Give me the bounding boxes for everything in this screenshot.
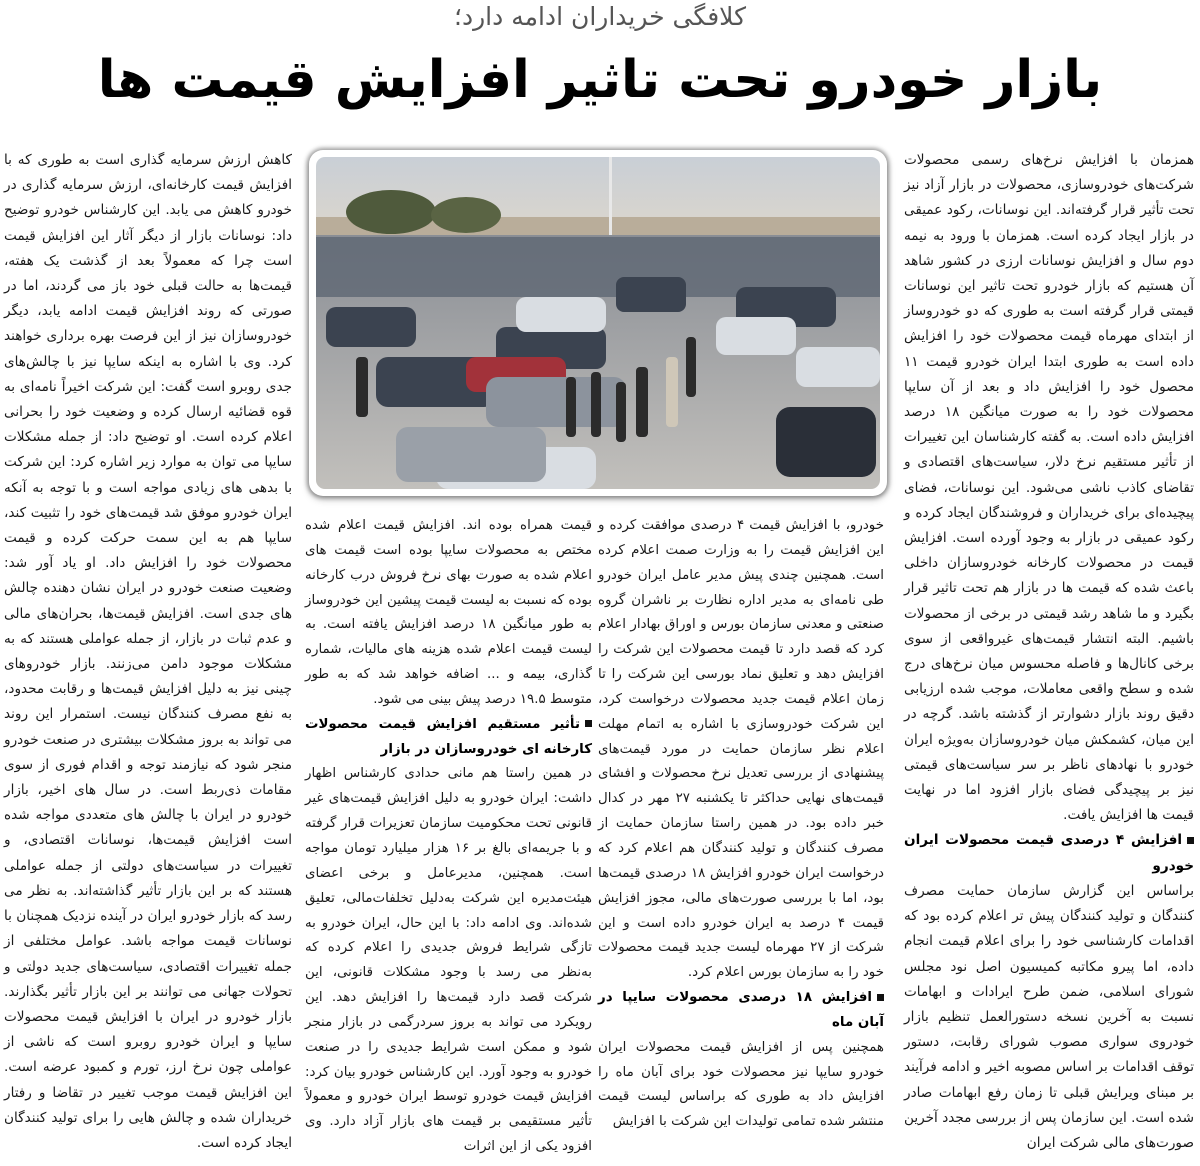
column-2-subheading: [598, 986, 884, 1036]
article-column-3: [305, 514, 592, 1160]
square-bullet-icon: [1187, 837, 1194, 844]
article-column-1: [904, 148, 1194, 1156]
article-kicker: کلافگی خریداران ادامه دارد؛: [454, 2, 746, 31]
column-3-subheading-text: تأثیر مستقیم افزایش قیمت محصولات کارخانه ای خودروسازان در بازار: [305, 716, 592, 757]
column-1-paragraph-1: همزمان با افزایش نرخ‌های رسمی محصولات شرکت‌های خودروسازی، محصولات در بازار آزاد نیز تحت تأثیر قرار گرفته‌اند. این نوسانات، رکود عمیقی در بازار ایجاد کرده است. همزمان با ورود به نیمه دوم سال و افزایش نوسانات ارزی در کشور شاهد آن هستیم که بازار خودرو تحت تاثیر این نوسانات قیمتی قرار گرفته است به طوری که دو خودروساز از ابتدای مهرماه قیمت محصولات خود را افزایش داده است به طوری ابتدا ایران خودرو قیمت ۱۱ محصول خود را افزایش داد و بعد از آن سایپا محصولات خود را به صورت میانگین ۱۸ درصد افزایش داده است. به گفته کارشناسان این تغییرات از تأثیر مستقیم نرخ دلار، سیاست‌های اقتصادی و تقاضای کاذب ناشی می‌شود. این نوسانات، فضای پیچیده‌ای برای خریداران و فروشندگان ایجاد کرده و رکود عمیقی در بازار به وجود آورده است. افزایش قیمت در محصولات کارخانه خودروسازان داخلی باعث شده که قیمت ها در بازار هم تحت تاثیر قرار بگیرد و ما شاهد رشد قیمتی در برخی از محصولات باشیم. البته انتشار قیمت‌های غیرواقعی از سوی برخی کانال‌ها و فاصله محسوس میان نرخ‌های درج شده و سطح واقعی معاملات، موجب شده ارزیابی دقیق روند بازار دشوارتر از گذشته باشد. گرچه در این میان، کشمکش میان خودروسازان به‌ویژه ایران خودرو با نهادهای ناظر بر سر سیاست‌های قیمتی نیز بر پیچیدگی فضای بازار افزود اما در نهایت قیمت ها افزایش یافت.: [904, 152, 1194, 824]
column-2-paragraph-2: همچنین پس از افزایش قیمت محصولات ایران خودرو سایپا نیز محصولات خود برای آبان ماه را افزایش داد به طوری که براساس لیست قیمت منتشر شده تمامی تولیدات این شرکت با افزایش: [598, 1039, 884, 1130]
column-2-paragraph-1: خودرو، با افزایش قیمت ۴ درصدی موافقت کرده و این افزایش قیمت را به وزارت صمت اعلام کرده است. همچنین چندی پیش مدیر عامل ایران خودرو طی نامه‌ای به مدیر اداره نظارت بر ناشران گروه صنعتی و معدنی سازمان بورس و اوراق بهادار اعلام کرد که قصد دارد تا قیمت محصولات این شرکت را افزایش دهد و تعلیق نماد بورسی این شرکت را تا زمان اعلام قیمت جدید محصولات درخواست کرد، این شرکت خودروسازی با اشاره به اتمام مهلت اعلام نظر سازمان حمایت در مورد قیمت‌های پیشنهادی از بررسی تعدیل نرخ محصولات و افشای قیمت‌های نهایی حداکثر تا یکشنبه ۲۷ مهر در کدال خبر داده بود. در همین راستا سازمان حمایت از مصرف کنندگان و تولید کنندگان هم اعلام کرد که درخواست ایران خودرو افزایش ۱۸ درصدی قیمت‌ها بود، اما با بررسی صورت‌های مالی، مجوز افزایش قیمت ۴ درصد به ایران خودرو داده است و این شرکت از ۲۷ مهرماه لیست جدید قیمت محصولات خود را به سازمان بورس اعلام کرد.: [598, 518, 884, 981]
column-1-paragraph-2: براساس این گزارش سازمان حمایت مصرف کنندگان و تولید کنندگان پیش تر اعلام کرده بود که اقدامات کارشناسی خود را برای اعلام قیمت انجام داده، اما پیرو مکاتبه کمیسیون اصل نود مجلس شورای اسلامی، ضمن طرح ایرادات و ابهامات نسبت به آخرین نسخه دستورالعمل تنظیم بازار خودروی سواری مصوب شورای رقابت، دستور توقف اقدامات بر اساس مصوبه اخیر و ادامه فرآیند بر مبنای ویرایش قبلی تا زمان رفع ابهامات صادر شده است. این سازمان پس از بررسی مجدد آخرین صورت‌های مالی شرکت ایران: [904, 882, 1194, 1151]
article-photo-frame: [309, 150, 887, 496]
column-3-subheading: [305, 713, 592, 763]
column-3-paragraph-2: در همین راستا هم مانی حدادی کارشناس اظهار داشت: ایران خودرو به دلیل افزایش قیمت‌های غیر قانونی تحت محکومیت سازمان تعزیرات قرار گرفته و با جریمه‌ای بالغ بر ۱۶ هزار میلیارد تومان مواجه است. همچنین، مدیرعامل و برخی اعضای هیئت‌مدیره این شرکت به‌دلیل تخلفات‌مالی، تعلیق شده‌اند. وی ادامه داد: با این حال، ایران خودرو به تازگی شرایط فروش جدیدی را اعلام کرده که به‌نظر می رسد با وجود مشکلات قانونی، این شرکت قصد دارد قیمت‌ها را افزایش دهد. این رویکرد می تواند به بروز سردرگمی در بازار منجر شود و ممکن است شرایط جدیدی را در صنعت خودرو به وجود آورد. این کارشناس خودرو بیان کرد: افزایش قیمت خودرو توسط ایران خودرو و معمولاً تأثیر مستقیمی بر قیمت های بازار آزاد دارد. وی افزود یکی از این اثرات: [305, 766, 593, 1155]
car-market-photo-illustration: [316, 157, 880, 489]
column-3-paragraph-1: قیمت همراه بوده اند. افزایش قیمت اعلام شده مختص به محصولات سایپا بوده است قیمت های اعلام شده به صورت بهای نرخ فروش درب کارخانه بوده که نسبت به لیست قیمت پیشین این خودروساز به طور میانگین ۱۸ درصد افزایش یافته است. به لیست قیمت اعلام شده هزینه های مالیات، شماره گذاری، بیمه و ... اضافه خواهد شد که به طور متوسط ۱۹.۵ درصد پیش بینی می شود.: [305, 518, 592, 707]
column-2-subheading-text: افزایش ۱۸ درصدی محصولات سایپا در آبان ماه: [598, 990, 884, 1030]
article-column-4: [4, 148, 292, 1156]
car-market-photo: [316, 157, 880, 489]
column-1-subheading: [904, 828, 1194, 878]
square-bullet-icon: [877, 994, 884, 1001]
column-4-paragraph-1: کاهش ارزش سرمایه گذاری است به طوری که با افزایش قیمت کارخانه‌ای، ارزش سرمایه گذاری در خودرو کاهش می یابد. این کارشناس خودرو توضیح داد: نوسانات بازار از دیگر آثار این افزایش قیمت است چرا که معمولاً بعد از گذشت یک هفته، قیمت‌ها به حالت قبلی خود باز می گردند، اما در صورتی که روند افزایش قیمت ادامه یابد، دیگر خودروسازان نیز از این فرصت بهره برداری خواهند کرد. وی با اشاره به اینکه سایپا نیز با چالش‌های جدی روبرو است گفت: این شرکت اخیراً نامه‌ای به قوه قضائیه ارسال کرده و وضعیت خود را بحرانی اعلام کرده است. او توضیح داد: از جمله مشکلات سایپا می توان به موارد زیر اشاره کرد: این شرکت با بدهی های زیادی مواجه است و با توجه به آنکه ایران خودرو موفق شد قیمت‌های خود را تثبیت کند، سایپا هم به این سمت حرکت کرده و قیمت محصولات خود را افزایش داد. او یاد آور شد: وضعیت صنعت خودرو در ایران نشان دهنده چالش های جدی است. افزایش قیمت‌ها، بحران‌های مالی و عدم ثبات در بازار، از جمله عواملی هستند که به مشکلات موجود دامن می‌زنند. بازار خودروهای چینی نیز به دلیل افزایش قیمت‌ها و رقابت محدود، به نفع مصرف کنندگان نیست. استمرار این روند می تواند به بروز مشکلات بیشتری در صنعت خودرو منجر شود که نیازمند توجه و اقدام فوری از سوی مقامات ذی‌ربط است. در سال های اخیر، بازار خودرو در ایران با چالش های متعددی مواجه شده است افزایش قیمت‌ها، نوسانات اقتصادی، و تغییرات در سیاست‌های دولتی از جمله عواملی هستند که بر این بازار تأثیر گذاشته‌اند. به نظر می رسد که بازار خودرو ایران در آینده نزدیک همچنان با نوسانات قیمت مواجه باشد. عوامل مختلفی از جمله تغییرات اقتصادی، سیاست‌های جدید دولتی و تحولات جهانی می توانند بر این بازار تأثیر بگذارند. بازار خودرو در ایران با افزایش قیمت محصولات سایپا و ایران خودرو روبرو است که ناشی از عواملی چون نرخ ارز، تورم و کمبود عرضه است. این افزایش قیمت موجب تغییر در تقاضا و رفتار خریداران شده و چالش هایی را برای تولید کنندگان ایجاد کرده است.: [4, 152, 292, 1151]
square-bullet-icon: [585, 720, 592, 727]
column-1-subheading-text: افزایش ۴ درصدی قیمت محصولات ایران خودرو: [904, 832, 1194, 874]
article-headline: بازار خودرو تحت تاثیر افزایش قیمت ها: [97, 50, 1103, 110]
article-column-2: [598, 514, 884, 1135]
